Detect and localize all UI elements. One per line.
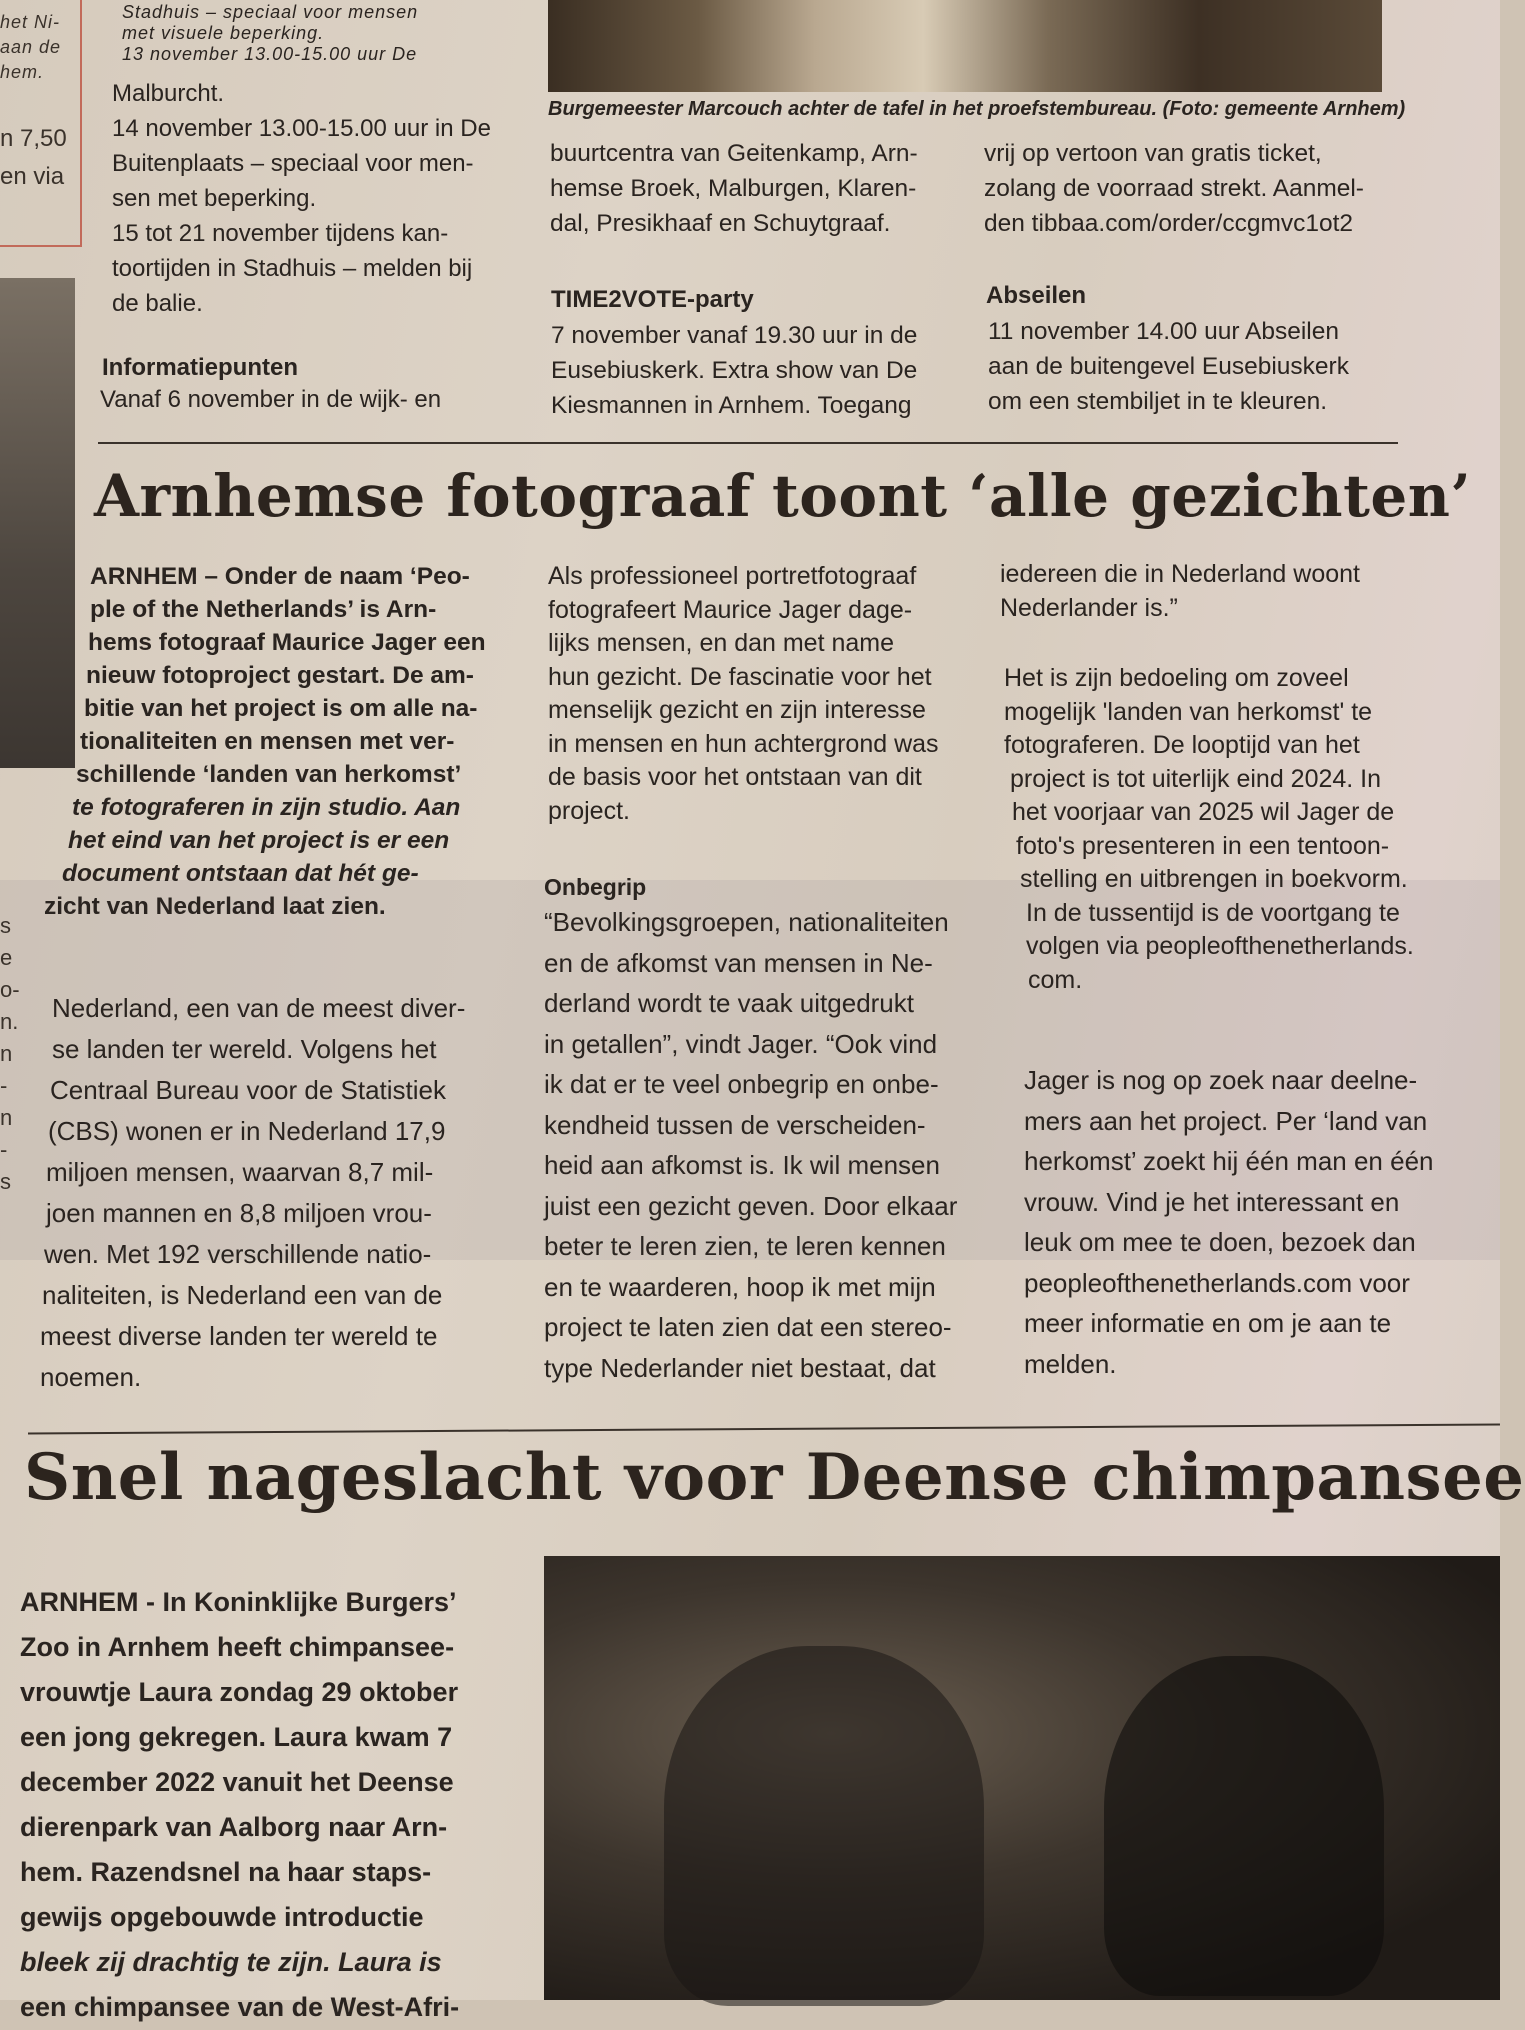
chimpanzee-photo: [544, 1556, 1500, 2000]
photo-caption: Burgemeester Marcouch achter de tafel in het proefstembureau. (Foto: gemeente Arnhem): [548, 98, 1406, 120]
left-fragments-lower: [0, 910, 20, 1198]
text-line: mogelijk 'landen van herkomst' te: [1004, 697, 1373, 726]
time2vote-heading: TIME2VOTE-party: [551, 286, 754, 313]
website-link[interactable]: peopleofthenetherlands.com voor: [1024, 1267, 1410, 1298]
informatiepunten-heading: Informatiepunten: [102, 354, 298, 381]
text-line: meer informatie en om je aan te: [1024, 1308, 1392, 1338]
text-line: kendheid tussen de verscheiden-: [544, 1109, 926, 1140]
fragment: s: [0, 913, 11, 938]
lead-line: december 2022 vanuit het Deense: [20, 1767, 454, 1797]
lead-line: te fotograferen in zijn studio. Aan: [72, 794, 461, 821]
lead-line: hems fotograaf Maurice Jager een: [88, 629, 486, 656]
voting-info-italic: [122, 2, 522, 65]
text-line: herkomst’ zoekt hij één man en één: [1024, 1146, 1434, 1176]
text-line: se landen ter wereld. Volgens het: [52, 1034, 437, 1064]
text-line: om een stembiljet in te kleuren.: [988, 388, 1328, 415]
text-line: iedereen die in Nederland woont: [1000, 560, 1360, 588]
text-line: project te laten zien dat een stereo-: [544, 1312, 952, 1342]
text-line: mers aan het project. Per ‘land van: [1024, 1105, 1428, 1136]
text-line: “Bevolkingsgroepen, nationaliteiten: [544, 907, 949, 937]
text-line: melden.: [1024, 1348, 1117, 1379]
lead-line: ARNHEM – Onder de naam ‘Peo-: [90, 563, 470, 590]
middle-column-text: [550, 136, 970, 241]
text-line: Als professioneel portretfotograaf: [548, 562, 917, 590]
text-line: met visuele beperking.: [122, 23, 325, 43]
fragment: e: [0, 945, 13, 970]
article1-col3a: [1000, 558, 1420, 625]
text-line: stelling en uitbrengen in boekvorm.: [1020, 865, 1408, 893]
onbegrip-subheading: Onbegrip: [544, 874, 647, 900]
informatiepunten-text: Vanaf 6 november in de wijk- en: [100, 386, 442, 413]
text-line: project.: [548, 796, 630, 825]
text-line: vrouw. Vind je het interessant en: [1024, 1186, 1400, 1217]
text-line: Het is zijn bedoeling om zoveel: [1004, 664, 1349, 692]
text-line: den tibbaa.com/order/ccgmvc1ot2: [984, 210, 1354, 237]
article1-col2b: [544, 902, 994, 1388]
text-line: de basis voor het ontstaan van dit: [548, 763, 922, 791]
article2-headline: Snel nageslacht voor Deense chimpansee: [24, 1440, 1525, 1515]
fragment: n: [0, 1105, 13, 1130]
text-line: in getallen”, vindt Jager. “Ook vind: [544, 1028, 938, 1059]
section-divider: [28, 1424, 1500, 1435]
abseilen-heading: Abseilen: [986, 282, 1087, 309]
text-line: hun gezicht. De fascinatie voor het: [548, 662, 932, 691]
lead-line: tionaliteiten en mensen met ver-: [80, 728, 455, 755]
lead-line: hem. Razendsnel na haar staps-: [20, 1857, 432, 1887]
lead-line: nieuw fotoproject gestart. De am-: [86, 662, 474, 689]
text-line: fotograferen. De looptijd van het: [1004, 731, 1360, 759]
text-line: Nederlander is.”: [1000, 593, 1178, 622]
text-line: In de tussentijd is de voortgang te: [1026, 898, 1400, 927]
text-line: aan de buitengevel Eusebiuskerk: [988, 353, 1349, 380]
text-line: dal, Presikhaaf en Schuytgraaf.: [550, 210, 891, 237]
lead-line: Zoo in Arnhem heeft chimpansee-: [20, 1632, 455, 1662]
lead-line: een chimpansee van de West-Afri-: [20, 1992, 460, 2022]
text-line: ik dat er te veel onbegrip en onbe-: [544, 1069, 939, 1099]
text-line: derland wordt te vaak uitgedrukt: [544, 988, 914, 1018]
text-line: (CBS) wonen er in Nederland 17,9: [48, 1116, 446, 1146]
text-line: Stadhuis – speciaal voor mensen: [122, 2, 419, 22]
text-line: 14 november 13.00-15.00 uur in De: [112, 115, 491, 142]
fragment: het Ni-: [0, 12, 61, 32]
left-fragments-mid: [0, 120, 67, 196]
text-line: menselijk gezicht en zijn interesse: [548, 696, 926, 724]
lead-line: vrouwtje Laura zondag 29 oktober: [20, 1677, 459, 1707]
mayor-photo: [548, 0, 1382, 92]
text-line: miljoen mensen, waarvan 8,7 mil-: [46, 1157, 434, 1187]
section-divider: [98, 442, 1398, 444]
fragment: hem.: [0, 62, 45, 82]
time2vote-text: [551, 318, 971, 423]
article1-col3b: [1004, 662, 1444, 997]
text-line: en de afkomst van mensen in Ne-: [544, 947, 933, 978]
fragment: o-: [0, 977, 20, 1002]
text-line: en te waarderen, hoop ik met mijn: [544, 1271, 936, 1302]
article2-lead: [20, 1580, 506, 2022]
fragment: n: [0, 1041, 13, 1066]
article1-col1: [40, 988, 510, 1398]
text-line: toortijden in Stadhuis – melden bij: [112, 255, 473, 282]
text-line: vrij op vertoon van gratis ticket,: [984, 140, 1322, 167]
abseilen-text: [988, 314, 1398, 419]
lead-line: gewijs opgebouwde introductie: [20, 1902, 424, 1932]
text-line: meest diverse landen ter wereld te: [40, 1321, 438, 1351]
lead-line: schillende ‘landen van herkomst’: [76, 761, 462, 788]
text-line: Malburcht.: [112, 80, 225, 107]
fragment: -: [0, 1137, 8, 1162]
lead-line: het eind van het project is er een: [68, 827, 450, 854]
article1-col2: [548, 560, 978, 828]
text-line: Eusebiuskerk. Extra show van De: [551, 357, 918, 384]
text-line: Buitenplaats – speciaal voor men-: [112, 150, 474, 177]
lead-line: ple of the Netherlands’ is Arn-: [90, 596, 437, 623]
text-line: foto's presenteren in een tentoon-: [1016, 831, 1390, 860]
website-link[interactable]: volgen via peopleofthenetherlands.: [1026, 932, 1414, 960]
text-line: zolang de voorraad strekt. Aanmel-: [984, 175, 1364, 202]
text-line: Centraal Bureau voor de Statistiek: [50, 1075, 446, 1105]
text-line: joen mannen en 8,8 miljoen vrou-: [46, 1198, 432, 1228]
text-line: het voorjaar van 2025 wil Jager de: [1012, 798, 1395, 826]
text-line: heid aan afkomst is. Ik wil mensen: [544, 1150, 940, 1180]
lead-line: document ontstaan dat hét ge-: [62, 860, 419, 887]
article1-col3c: [1024, 1060, 1474, 1384]
voting-schedule: [112, 76, 522, 321]
fragment: -: [0, 1073, 8, 1098]
text-line: leuk om mee te doen, bezoek dan: [1024, 1227, 1416, 1257]
text-line: naliteiten, is Nederland een van de: [42, 1280, 443, 1310]
text-line: 11 november 14.00 uur Abseilen: [988, 318, 1339, 345]
text-line: 7 november vanaf 19.30 uur in de: [551, 322, 918, 349]
text-line: juist een gezicht geven. Door elkaar: [544, 1190, 958, 1221]
text-line: type Nederlander niet bestaat, dat: [544, 1352, 936, 1383]
text-line: wen. Met 192 verschillende natio-: [44, 1239, 432, 1269]
text-line: noemen.: [40, 1362, 142, 1392]
fragment: s: [0, 1169, 11, 1194]
text-line: lijks mensen, en dan met name: [548, 629, 895, 657]
lead-line: zicht van Nederland laat zien.: [44, 893, 386, 920]
lead-line: bitie van het project is om alle na-: [84, 695, 478, 722]
text-line: 15 tot 21 november tijdens kan-: [112, 220, 449, 247]
text-line: Kiesmannen in Arnhem. Toegang: [551, 392, 912, 419]
left-fragments-top: [0, 10, 61, 85]
text-line: fotografeert Maurice Jager dage-: [548, 595, 913, 624]
text-line: Nederland, een van de meest diver-: [52, 993, 466, 1023]
fragment: n.: [0, 1009, 19, 1034]
text-line: 13 november 13.00-15.00 uur De: [122, 44, 418, 64]
lead-line: ARNHEM - In Koninklijke Burgers’: [20, 1587, 457, 1617]
text-line: [1004, 930, 1444, 964]
lead-line: een jong gekregen. Laura kwam 7: [20, 1722, 453, 1752]
text-line: com.: [1028, 965, 1083, 994]
article1-lead: [44, 560, 510, 923]
text-line: de balie.: [112, 290, 203, 317]
text-line: buurtcentra van Geitenkamp, Arn-: [550, 140, 918, 167]
lead-line: dierenpark van Aalborg naar Arn-: [20, 1812, 448, 1842]
text-line: in mensen en hun achtergrond was: [548, 729, 939, 758]
fragment: en via: [0, 163, 65, 190]
article1-headline: Arnhemse fotograaf toont ‘alle gezichten’: [94, 462, 1472, 530]
text-line: Jager is nog op zoek naar deelne-: [1024, 1065, 1418, 1095]
text-line: sen met beperking.: [112, 185, 317, 212]
text-line: hemse Broek, Malburgen, Klaren-: [550, 175, 917, 202]
fragment: aan de: [0, 37, 62, 57]
lead-line: bleek zij drachtig te zijn. Laura is: [20, 1947, 442, 1977]
right-column-text: [984, 136, 1394, 241]
text-line: beter te leren zien, te leren kennen: [544, 1231, 946, 1261]
text-line: project is tot uiterlijk eind 2024. In: [1010, 764, 1382, 793]
fragment: n 7,50: [0, 125, 67, 152]
